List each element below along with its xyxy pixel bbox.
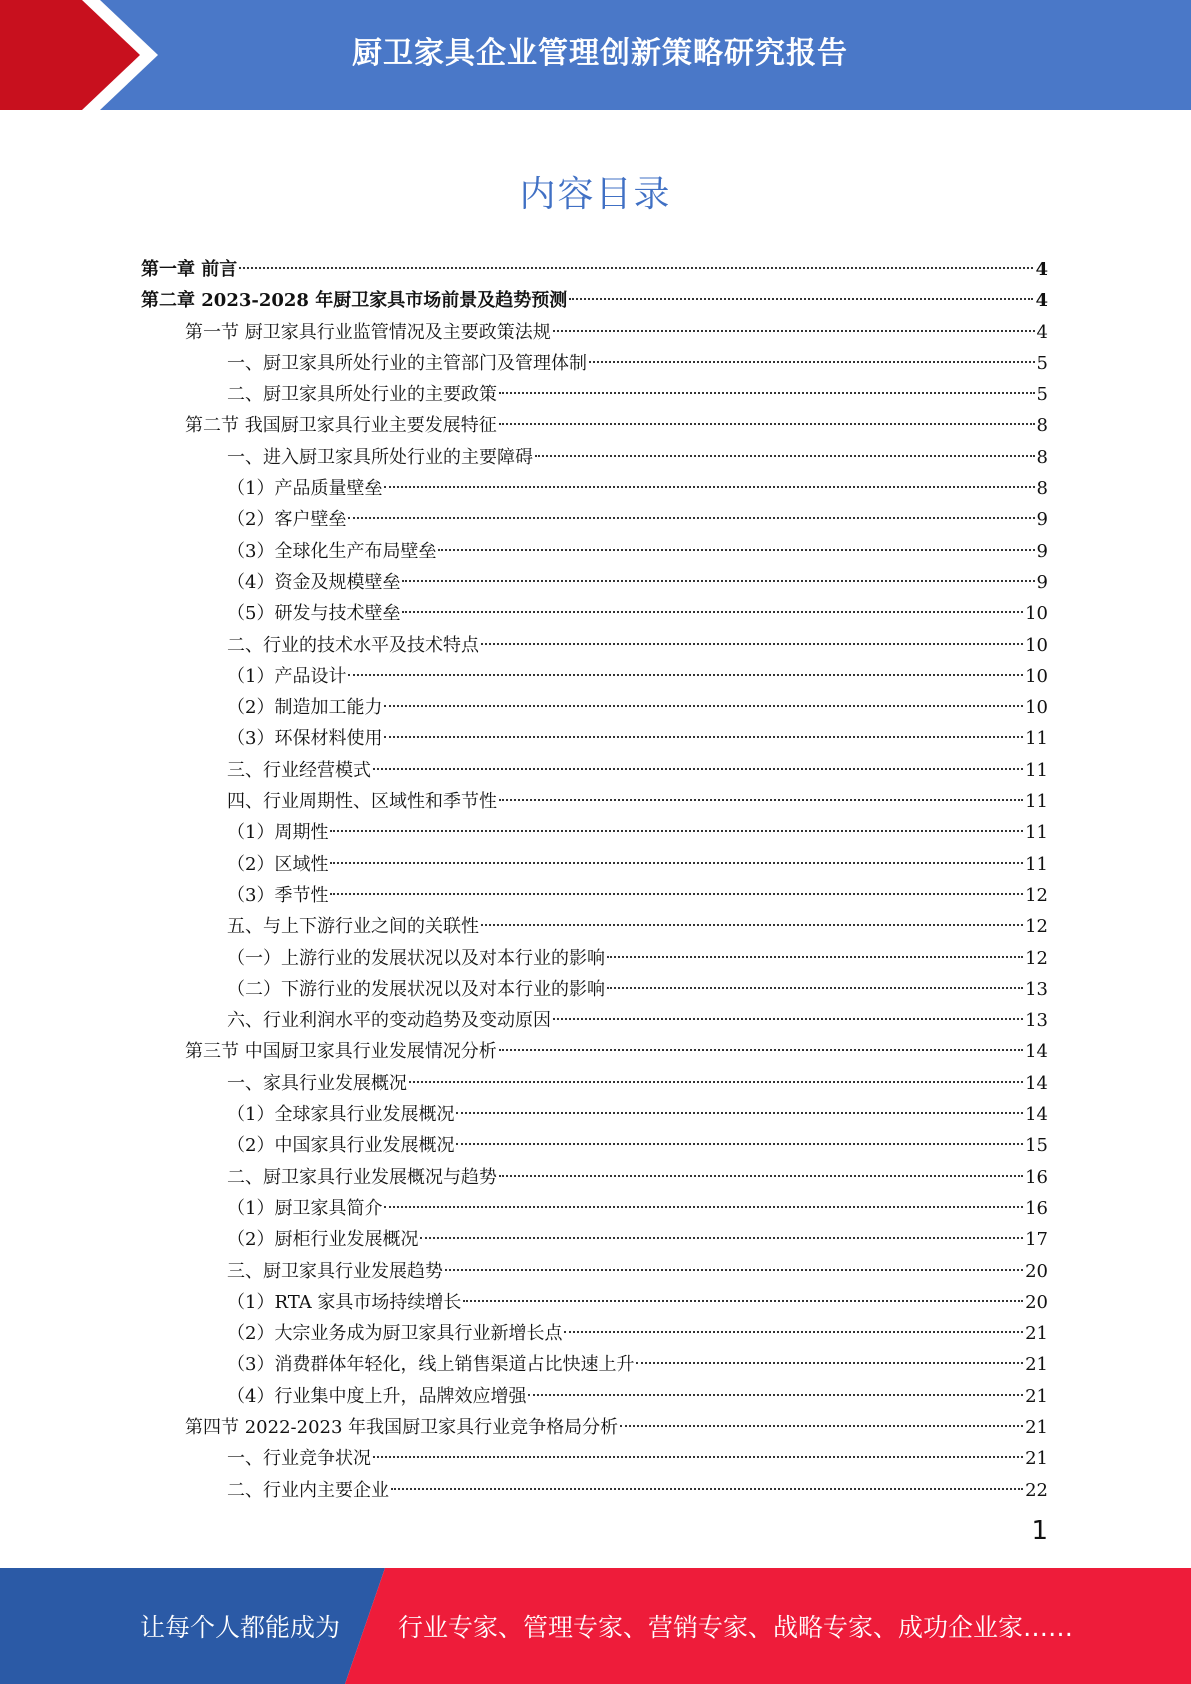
toc-entry-text: 第二章 2023-2028 年厨卫家具市场前景及趋势预测: [141, 290, 568, 312]
toc-entry-page: 9: [1036, 571, 1048, 593]
toc-entry[interactable]: [141, 1130, 1048, 1161]
toc-entry-page: 11: [1025, 759, 1048, 781]
toc-entry-page: 11: [1025, 822, 1048, 844]
toc-entry[interactable]: [141, 379, 1048, 410]
toc-entry-page: 11: [1025, 853, 1048, 875]
toc-entry[interactable]: [141, 1256, 1048, 1287]
dot-leader: [445, 1269, 1023, 1271]
toc-entry-text: 第四节 2022-2023 年我国厨卫家具行业竞争格局分析: [185, 1416, 619, 1438]
table-of-contents: [141, 254, 1048, 1506]
toc-entry-text: 一、厨卫家具所处行业的主管部门及管理体制: [227, 352, 587, 374]
toc-entry-page: 5: [1036, 384, 1048, 406]
toc-entry-text: （2）厨柜行业发展概况: [227, 1229, 419, 1251]
toc-entry-text: 第一节 厨卫家具行业监管情况及主要政策法规: [185, 321, 551, 343]
toc-entry[interactable]: [141, 1318, 1048, 1349]
footer-slogan-right: 行业专家、管理专家、营销专家、战略专家、成功企业家……: [398, 1613, 1074, 1642]
toc-entry-page: 13: [1025, 978, 1048, 1000]
toc-entry-text: （二）下游行业的发展状况以及对本行业的影响: [227, 978, 605, 1000]
toc-entry-text: 六、行业利润水平的变动趋势及变动原因: [227, 1010, 551, 1032]
toc-entry[interactable]: [141, 536, 1048, 567]
toc-entry-page: 9: [1036, 509, 1048, 531]
toc-entry[interactable]: [141, 410, 1048, 441]
dot-leader: [607, 987, 1023, 989]
toc-entry-text: 第一章 前言: [141, 259, 238, 280]
toc-entry-page: 21: [1025, 1416, 1048, 1438]
toc-entry[interactable]: [141, 880, 1048, 911]
dot-leader: [330, 830, 1023, 832]
toc-entry-page: 20: [1025, 1291, 1048, 1313]
dot-leader: [499, 1175, 1023, 1177]
toc-entry[interactable]: [141, 943, 1048, 974]
toc-entry-text: 一、行业竞争状况: [227, 1448, 371, 1470]
chevron-ribbon-icon: [0, 0, 160, 110]
dot-leader: [456, 1112, 1023, 1114]
dot-leader: [499, 799, 1023, 801]
toc-entry-page: 15: [1025, 1135, 1048, 1157]
toc-entry-page: 10: [1025, 603, 1048, 625]
toc-entry-page: 22: [1025, 1479, 1048, 1501]
dot-leader: [409, 1081, 1023, 1083]
toc-entry-text: 二、行业内主要企业: [227, 1479, 389, 1501]
toc-entry-text: （1）全球家具行业发展概况: [227, 1104, 455, 1126]
dot-leader: [620, 1425, 1023, 1427]
toc-entry[interactable]: [141, 1443, 1048, 1474]
toc-entry-text: （5）研发与技术壁垒: [227, 603, 401, 625]
toc-entry-text: 一、家具行业发展概况: [227, 1072, 407, 1094]
toc-entry-page: 8: [1036, 478, 1048, 500]
toc-entry[interactable]: [141, 504, 1048, 535]
toc-entry[interactable]: [141, 567, 1048, 598]
toc-entry-page: 10: [1025, 634, 1048, 656]
toc-entry-page: 14: [1025, 1041, 1048, 1063]
toc-entry-text: （1）RTA 家具市场持续增长: [227, 1291, 462, 1313]
toc-entry-text: （2）中国家具行业发展概况: [227, 1135, 455, 1157]
toc-entry[interactable]: [141, 348, 1048, 379]
dot-leader: [384, 1206, 1023, 1208]
dot-leader: [384, 486, 1034, 488]
toc-entry-page: 10: [1025, 697, 1048, 719]
toc-entry-page: 11: [1025, 728, 1048, 750]
dot-leader: [402, 580, 1034, 582]
dot-leader: [553, 1018, 1023, 1020]
toc-entry-text: （4）行业集中度上升，品牌效应增强: [227, 1385, 527, 1407]
toc-entry-text: 第二节 我国厨卫家具行业主要发展特征: [185, 415, 497, 437]
toc-entry-text: （2）客户壁垒: [227, 509, 347, 531]
toc-entry-text: （2）制造加工能力: [227, 697, 383, 719]
toc-entry-page: 21: [1025, 1448, 1048, 1470]
dot-leader: [330, 893, 1023, 895]
dot-leader: [589, 361, 1035, 363]
toc-entry[interactable]: [141, 285, 1048, 316]
toc-entry[interactable]: [141, 723, 1048, 754]
toc-entry-page: 4: [1035, 259, 1048, 280]
toc-entry[interactable]: [141, 1287, 1048, 1318]
toc-entry[interactable]: [141, 630, 1048, 661]
toc-entry[interactable]: [141, 1381, 1048, 1412]
toc-entry-page: 12: [1025, 947, 1048, 969]
toc-entry-text: （1）产品质量壁垒: [227, 478, 383, 500]
toc-entry[interactable]: [141, 1224, 1048, 1255]
dot-leader: [384, 705, 1023, 707]
dot-leader: [499, 1049, 1023, 1051]
toc-entry-page: 11: [1025, 791, 1048, 813]
toc-entry-text: （3）消费群体年轻化，线上销售渠道占比快速上升: [227, 1354, 635, 1376]
toc-entry-text: （1）周期性: [227, 822, 329, 844]
toc-entry-text: （一）上游行业的发展状况以及对本行业的影响: [227, 947, 605, 969]
toc-entry-page: 5: [1036, 352, 1048, 374]
toc-entry-page: 13: [1025, 1010, 1048, 1032]
dot-leader: [553, 330, 1035, 332]
toc-entry-page: 21: [1025, 1354, 1048, 1376]
toc-entry[interactable]: [141, 1068, 1048, 1099]
dot-leader: [607, 956, 1023, 958]
toc-entry-page: 10: [1025, 665, 1048, 687]
dot-leader: [384, 736, 1023, 738]
toc-entry-text: 三、行业经营模式: [227, 759, 371, 781]
toc-entry[interactable]: [141, 442, 1048, 473]
toc-entry-text: （1）产品设计: [227, 665, 347, 687]
toc-entry-page: 12: [1025, 916, 1048, 938]
toc-entry-page: 21: [1025, 1323, 1048, 1345]
toc-entry[interactable]: [141, 1036, 1048, 1067]
dot-leader: [402, 611, 1023, 613]
toc-entry-page: 14: [1025, 1104, 1048, 1126]
dot-leader: [528, 1394, 1023, 1396]
toc-entry[interactable]: [141, 1099, 1048, 1130]
dot-leader: [330, 862, 1023, 864]
toc-entry[interactable]: [141, 254, 1048, 285]
toc-entry[interactable]: [141, 1005, 1048, 1036]
toc-entry[interactable]: [141, 1162, 1048, 1193]
toc-entry-text: （3）季节性: [227, 884, 329, 906]
dot-leader: [636, 1362, 1023, 1364]
toc-entry-page: 12: [1025, 884, 1048, 906]
toc-entry-text: （1）厨卫家具简介: [227, 1197, 383, 1219]
toc-entry-page: 14: [1025, 1072, 1048, 1094]
toc-entry[interactable]: [141, 755, 1048, 786]
toc-entry[interactable]: [141, 911, 1048, 942]
toc-entry[interactable]: [141, 473, 1048, 504]
toc-entry-page: 16: [1025, 1197, 1048, 1219]
toc-entry-text: （4）资金及规模壁垒: [227, 571, 401, 593]
dot-leader: [420, 1237, 1023, 1239]
toc-entry-text: （2）区域性: [227, 853, 329, 875]
toc-entry[interactable]: [141, 849, 1048, 880]
toc-entry-text: 二、行业的技术水平及技术特点: [227, 634, 479, 656]
toc-entry-page: 20: [1025, 1260, 1048, 1282]
toc-entry-text: 第三节 中国厨卫家具行业发展情况分析: [185, 1041, 497, 1063]
toc-entry[interactable]: [141, 1475, 1048, 1506]
toc-entry[interactable]: [141, 692, 1048, 723]
dot-leader: [535, 455, 1035, 457]
toc-entry-text: （3）全球化生产布局壁垒: [227, 540, 437, 562]
toc-entry[interactable]: [141, 786, 1048, 817]
dot-leader: [438, 549, 1034, 551]
toc-entry-text: （2）大宗业务成为厨卫家具行业新增长点: [227, 1323, 563, 1345]
toc-heading: 内容目录: [519, 174, 672, 215]
toc-entry[interactable]: [141, 1193, 1048, 1224]
footer-slogan-left: 让每个人都能成为: [140, 1613, 341, 1642]
dot-leader: [391, 1488, 1023, 1490]
dot-leader: [348, 674, 1023, 676]
dot-leader: [569, 298, 1033, 300]
dot-leader: [239, 267, 1033, 269]
toc-entry-text: 二、厨卫家具所处行业的主要政策: [227, 384, 497, 406]
toc-entry[interactable]: [141, 1412, 1048, 1443]
toc-entry-page: 4: [1036, 321, 1048, 343]
dot-leader: [348, 517, 1034, 519]
dot-leader: [499, 423, 1035, 425]
dot-leader: [463, 1300, 1023, 1302]
dot-leader: [499, 392, 1035, 394]
dot-leader: [564, 1331, 1023, 1333]
toc-entry-text: 三、厨卫家具行业发展趋势: [227, 1260, 443, 1282]
dot-leader: [456, 1143, 1023, 1145]
toc-entry-text: 一、进入厨卫家具所处行业的主要障碍: [227, 446, 533, 468]
toc-entry[interactable]: [141, 974, 1048, 1005]
toc-entry-page: 4: [1035, 290, 1048, 312]
toc-entry[interactable]: [141, 317, 1048, 348]
toc-entry[interactable]: [141, 661, 1048, 692]
report-title: 厨卫家具企业管理创新策略研究报告: [352, 36, 848, 71]
header-bar: [0, 0, 1191, 110]
footer-banner: [0, 1568, 1191, 1684]
dot-leader: [481, 643, 1023, 645]
dot-leader: [373, 1456, 1023, 1458]
dot-leader: [373, 768, 1023, 770]
toc-entry-text: 四、行业周期性、区域性和季节性: [227, 791, 497, 813]
toc-entry[interactable]: [141, 1349, 1048, 1380]
toc-entry-page: 16: [1025, 1166, 1048, 1188]
dot-leader: [481, 924, 1023, 926]
toc-entry-page: 21: [1025, 1385, 1048, 1407]
toc-entry[interactable]: [141, 817, 1048, 848]
page-number: 1: [1031, 1516, 1048, 1546]
toc-entry-text: 五、与上下游行业之间的关联性: [227, 916, 479, 938]
toc-entry-page: 8: [1036, 415, 1048, 437]
toc-entry[interactable]: [141, 598, 1048, 629]
toc-entry-text: （3）环保材料使用: [227, 728, 383, 750]
toc-entry-page: 17: [1025, 1229, 1048, 1251]
toc-entry-page: 9: [1036, 540, 1048, 562]
toc-entry-text: 二、厨卫家具行业发展概况与趋势: [227, 1166, 497, 1188]
toc-entry-page: 8: [1036, 446, 1048, 468]
